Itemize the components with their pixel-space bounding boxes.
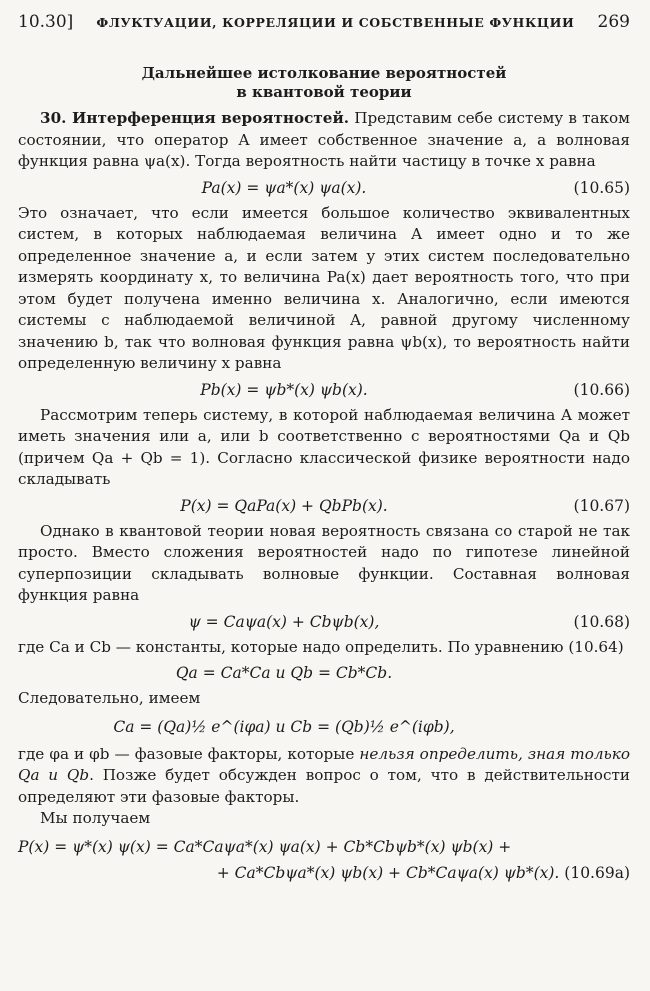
- equation-formula: Ca = (Qa)½ e^(iφa) и Cb = (Qb)½ e^(iφb),: [113, 717, 455, 736]
- equation-formula: Pb(x) = ψb*(x) ψb(x).: [200, 380, 368, 399]
- equation-number: (10.66): [573, 380, 630, 399]
- paragraph-4: Однако в квантовой теории новая вероятность связана со старой не так просто. Вместо сложения вероятностей надо по гипотезе линейной суперпозиции складывать волновые функции. Составная волновая функция равна: [18, 521, 630, 604]
- equation-q: [18, 658, 630, 688]
- section-heading-line-1: Дальнейшее истолкование вероятностей: [141, 64, 507, 82]
- running-head: [18, 12, 630, 42]
- equation-line-2-formula: + Ca*Cbψa*(x) ψb(x) + Cb*Caψa(x) ψb*(x).: [216, 863, 560, 882]
- equation-10-67: [18, 491, 630, 521]
- equation-formula: Pa(x) = ψa*(x) ψa(x).: [201, 178, 367, 197]
- equation-formula: Qa = Ca*Ca и Qb = Cb*Cb.: [175, 664, 393, 682]
- equation-number: (10.67): [573, 496, 630, 515]
- paragraph-1: [18, 108, 630, 173]
- paragraph-7-end: . Позже будет обсужден вопрос о том, что в действительности определяют эти фазовые факторы.: [18, 766, 630, 806]
- equation-10-65: [18, 173, 630, 203]
- paragraph-1-text: Представим себе систему в таком состоянии, что оператор A имеет собственное значение a, а волновая функция равна ψa(x). Тогда вероятность найти частицу в точке x равна: [18, 109, 630, 170]
- equation-formula: ψ = Caψa(x) + Cbψb(x),: [188, 612, 380, 631]
- paragraph-6: Следовательно, имеем: [18, 689, 201, 707]
- equation-10-66: [18, 375, 630, 405]
- paragraph-title: 30. Интерференция вероятностей.: [40, 109, 350, 127]
- running-title: ФЛУКТУАЦИИ, КОРРЕЛЯЦИИ И СОБСТВЕННЫЕ ФУНКЦИИ: [96, 15, 575, 30]
- section-heading-line-2: в квантовой теории: [236, 83, 412, 101]
- section-heading: [18, 64, 630, 102]
- paragraph-8: Мы получаем: [40, 809, 151, 827]
- page-number: 269: [597, 12, 630, 32]
- equation-c: [18, 710, 630, 744]
- equation-line-2: [18, 860, 630, 886]
- equation-number: (10.68): [573, 612, 630, 631]
- section-number: 10.30]: [18, 12, 74, 32]
- equation-number: (10.69a): [564, 863, 630, 882]
- paragraph-7-emphasis: нельзя определить, зная только Qa и Qb: [18, 744, 631, 784]
- paragraph-5: где Ca и Cb — константы, которые надо определить. По уравнению (10.64): [18, 637, 624, 656]
- paragraph-3: Рассмотрим теперь систему, в которой наблюдаемая величина A может иметь значения или a, или b соответственно с вероятностями Qa и Qb (причем Qa + Qb = 1). Согласно классической физике вероятности надо складывать: [18, 405, 630, 488]
- paragraph-7-start: где φa и φb — фазовые факторы, которые: [18, 744, 360, 763]
- equation-line-1: P(x) = ψ*(x) ψ(x) = Ca*Caψa*(x) ψa(x) + Cb*Cbψb*(x) ψb(x) +: [18, 837, 512, 856]
- paragraph-7: [18, 744, 630, 809]
- equation-number: (10.65): [573, 178, 630, 197]
- equation-10-68: [18, 607, 630, 637]
- paragraph-2: Это означает, что если имеется большое количество эквивалентных систем, в которых наблюдаемая величина A имеет одно и то же определенное значение a, и если затем у этих систем последовательно измерять координату x, то величина Pa(x) дает вероятность того, что при этом будет получена именно величина x. Аналогично, если имеются системы с наблюдаемой величиной A, равной другому численному значению b, так что волновая функция равна ψb(x), то вероятность найти определенную величину x равна: [18, 203, 630, 372]
- equation-formula: P(x) = QaPa(x) + QbPb(x).: [180, 496, 388, 515]
- equation-10-69a: [18, 834, 630, 886]
